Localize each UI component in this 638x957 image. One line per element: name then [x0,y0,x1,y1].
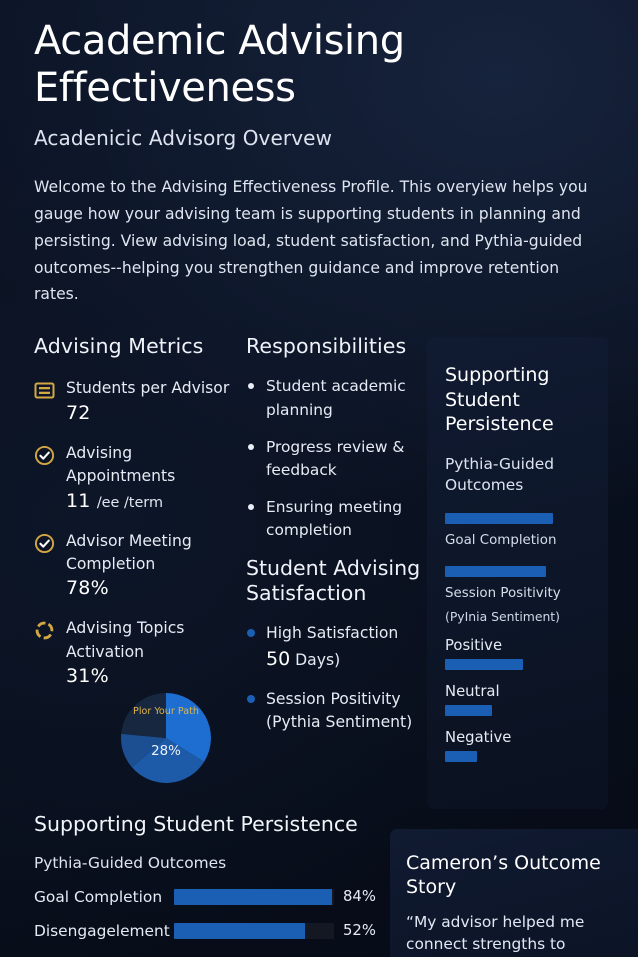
progress-track [174,923,334,939]
metric-body [66,377,246,423]
progress-fill [174,889,332,905]
bar-neutral [445,705,492,716]
student-advising-satisfaction-heading: Student Advising Satisfaction [246,556,421,606]
bar-goal-completion [445,513,553,524]
list-item-label: Progress review & feedback [266,437,405,479]
dashed-ring-icon [34,620,55,641]
metric-advisor-meeting-completion [34,530,246,600]
metric-number: 78% [66,577,109,600]
progress-row-goal-completion [34,888,390,906]
bottom-heading: Supporting Student Persistence [34,812,358,836]
metric-number: 31% [66,665,109,688]
metric-label: Advisor Meeting Completion [66,531,192,573]
responsibilities-list [246,375,422,542]
list-item-label: High Satisfaction [266,624,399,643]
progress-label: Disengagelement [34,921,170,940]
bar-label: Goal Completion [445,533,557,549]
metric-value [66,577,246,599]
metric-body [66,530,246,600]
list-item [246,496,422,542]
sentiment-label-positive: Positive [445,637,503,655]
check-circle-icon [34,445,55,466]
pie-slice-d [121,693,166,738]
list-item [246,375,422,421]
intro-paragraph: Welcome to the Advising Effectiveness Profile. This overyiew helps you gauge how your advising team is supporting students in planning and persisting. View advising load, student satisfaction, and Pythia-guided outcomes--helping you strengthen guidance and improve retention rates. [34,177,588,304]
sentiment-label-negative: Negative [445,729,512,747]
metric-label: Students per Advisor [66,379,230,398]
bullet-icon [248,383,254,389]
metric-number: 72 [66,401,91,424]
metric-body [66,442,246,512]
progress-value: 52% [343,922,376,940]
bullet-icon [248,444,254,450]
bullet-icon [247,629,255,637]
metric-advising-topics-activation [34,617,246,687]
metric-value [66,665,246,687]
satisfaction-list [246,622,422,735]
main-columns [0,334,638,748]
bullet-icon [248,504,254,510]
header [0,0,638,308]
bar-positive [445,659,523,670]
metric-advising-appointments [34,442,246,512]
list-item [246,622,422,674]
bar-label: Session Positivity [445,586,561,602]
check-circle-icon [34,533,55,554]
progress-label: Goal Completion [34,887,163,906]
metric-label: Advising Topics Activation [66,619,185,661]
pie-svg [120,692,212,784]
supporting-student-persistence-card [427,337,608,809]
list-item-value: 50 [266,648,291,671]
story-title: Cameron’s Outcome Story [406,852,601,899]
metric-number: 11 [66,489,91,512]
metric-students-per-advisor [34,377,246,423]
page-title: Academic Advising Effectiveness [34,18,405,111]
cameron-outcome-story-card [390,829,638,957]
list-item-label: Ensuring meeting completion [266,497,403,539]
bar-negative [445,751,477,762]
list-item [246,688,422,735]
metric-label: Advising Appointments [66,443,176,486]
progress-fill [174,923,305,939]
responsibilities-column [246,334,422,748]
metric-value [66,490,246,512]
metric-body [66,617,246,687]
responsibilities-heading: Responsibilities [246,334,407,359]
sentiment-label-neutral: Neutral [445,683,500,701]
pie-value-label: 28% [151,744,181,759]
bottom-persistence-block [34,812,390,940]
card-subtitle: Pythia-Guided Outcomes [445,455,554,494]
bottom-subtitle: Pythia-Guided Outcomes [34,853,227,872]
list-item-tail: Days) [295,651,341,670]
advising-metrics-column [34,334,246,687]
progress-track [174,889,334,905]
list-square-icon [34,380,55,401]
list-item [246,436,422,482]
bottom-section [0,812,638,957]
pie-center-label: Plor Your Path [133,706,199,717]
bar-session-positivity [445,566,546,577]
sentiment-caption: (PyInia Sentiment) [445,609,561,625]
list-item-label: Session Positivity (Pythia Sentiment) [266,689,413,732]
progress-row-second [34,922,390,940]
page-subtitle: Acadenicic Advisorg Overvew [34,125,333,150]
bullet-icon [247,695,255,703]
story-quote: “My advisor helped me connect strengths to [406,913,585,954]
progress-value: 84% [343,888,376,906]
advising-metrics-heading: Advising Metrics [34,334,204,359]
metric-unit: /ee /term [96,494,163,511]
list-item-label: Student academic planning [266,377,406,419]
card-title: Supporting Student Persistence [445,364,554,436]
plot-your-path-pie-chart [120,692,212,784]
metric-value [66,402,246,424]
